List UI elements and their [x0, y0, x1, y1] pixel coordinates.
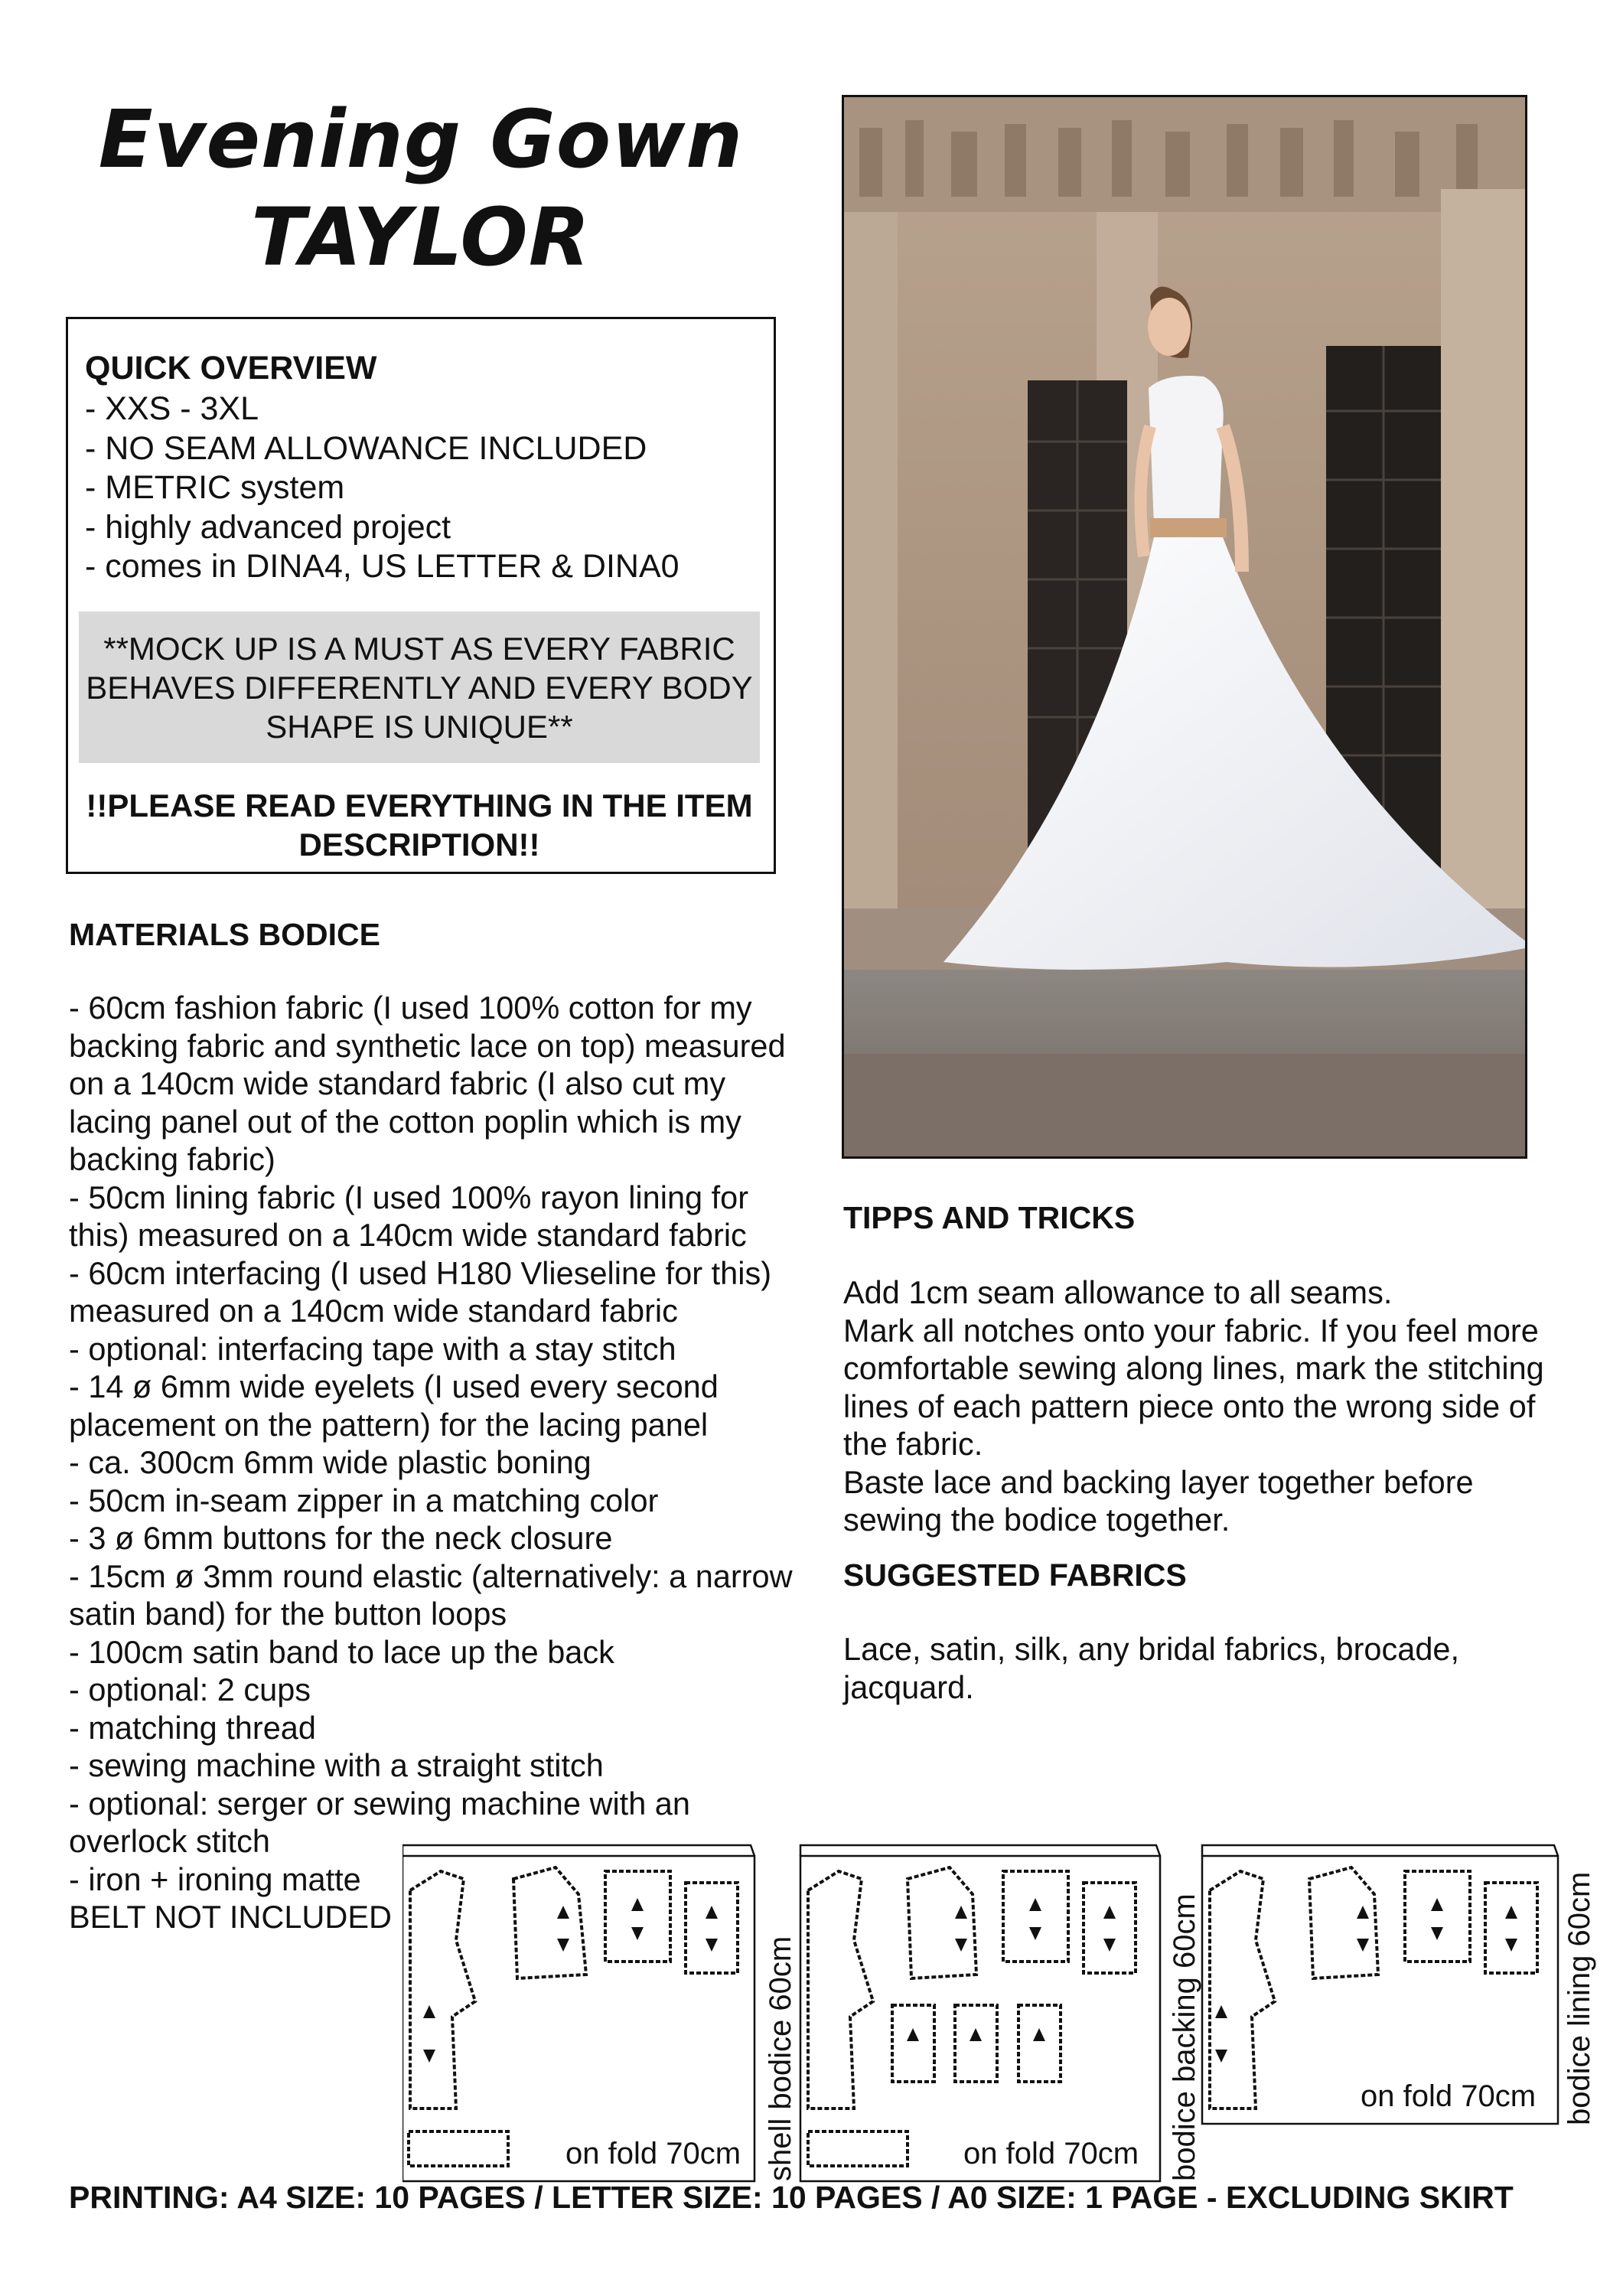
materials-heading: MATERIALS BODICE — [69, 917, 380, 952]
fabrics-heading: SUGGESTED FABRICS — [843, 1557, 1187, 1593]
overview-list — [85, 390, 680, 587]
overview-item: - METRIC system — [85, 469, 345, 506]
bodice-backing-label: bodice backing 60cm — [1168, 1893, 1201, 2181]
mockup-note — [79, 612, 760, 763]
overview-item: - highly advanced project — [85, 508, 451, 546]
quick-overview-box — [66, 317, 776, 874]
page-title — [69, 90, 773, 286]
overview-item: - NO SEAM ALLOWANCE INCLUDED — [85, 429, 647, 467]
fold-label-2: on fold 70cm — [963, 2137, 1139, 2170]
fold-label-3: on fold 70cm — [1361, 2079, 1537, 2113]
cutting-layout-diagrams — [402, 1833, 1566, 2185]
printing-info: PRINTING: A4 SIZE: 10 PAGES / LETTER SIZE: 10 PAGES / A0 SIZE: 1 PAGE - EXCLUDING SKIRT — [69, 2180, 1514, 2215]
title-line-1: Evening Gown — [98, 93, 744, 186]
gown-photo — [842, 95, 1527, 1159]
fold-label-1: on fold 70cm — [565, 2137, 741, 2170]
overview-item: - comes in DINA4, US LETTER & DINA0 — [85, 548, 680, 585]
cutting-layouts — [402, 1833, 1596, 2185]
read-description-warning: !!PLEASE READ EVERYTHING IN THE ITEM DESCRIPTION!! — [86, 788, 753, 863]
tips-heading: TIPPS AND TRICKS — [843, 1200, 1136, 1235]
shell-bodice-label: shell bodice 60cm — [764, 1936, 797, 2181]
gown-photo-illustration — [844, 97, 1525, 1156]
fabrics-text: Lace, satin, silk, any bridal fabrics, brocade, jacquard. — [843, 1631, 1460, 1705]
materials-text: - 60cm fashion fabric (I used 100% cotton for my backing fabric and synthetic lace on top) measured on a 140cm wide standard fabric (I also cut my lacing panel out of the cotton poplin which is my backing fabric) - 50cm lining fabric (I used 100% rayon lining for this) measured on a 140cm wide standard fabric - 60cm interfacing (I used H180 Vlieseline for this) measured on a 140cm wide standard fabric - optional: interfacing tape with a stay stitch - 14 ø 6mm wide eyelets (I used every second placement on the pattern) for the lacing panel - ca. 300cm 6mm wide plastic boning - 50cm in-seam zipper in a matching color - 3 ø 6mm buttons for the neck closure - 15cm ø 3mm round elastic (alternatively: a narrow satin band) for the button loops - 100cm satin band to lace up the back - optional: 2 cups - matching thread - sewing machine with a straight stitch - optional: serger or sewing machine with an overlock stitch - iron + ironing matte BELT NOT INCLUDED — [69, 990, 793, 1935]
tips-text: Add 1cm seam allowance to all seams. Mark all notches onto your fabric. If you feel more comfortable sewing along lines, mark the stitching lines of each pattern piece onto the wrong side of the fabric. Baste lace and backing layer together before sewing the bodice together. — [843, 1274, 1544, 1538]
overview-heading: QUICK OVERVIEW — [85, 350, 377, 386]
overview-item: - XXS - 3XL — [85, 390, 259, 427]
mockup-note-text: **MOCK UP IS A MUST AS EVERY FABRIC BEHAVES DIFFERENTLY AND EVERY BODY SHAPE IS UNIQUE** — [86, 630, 753, 745]
bodice-lining-label: bodice lining 60cm — [1563, 1871, 1596, 2125]
title-line-2: TAYLOR — [251, 191, 591, 284]
